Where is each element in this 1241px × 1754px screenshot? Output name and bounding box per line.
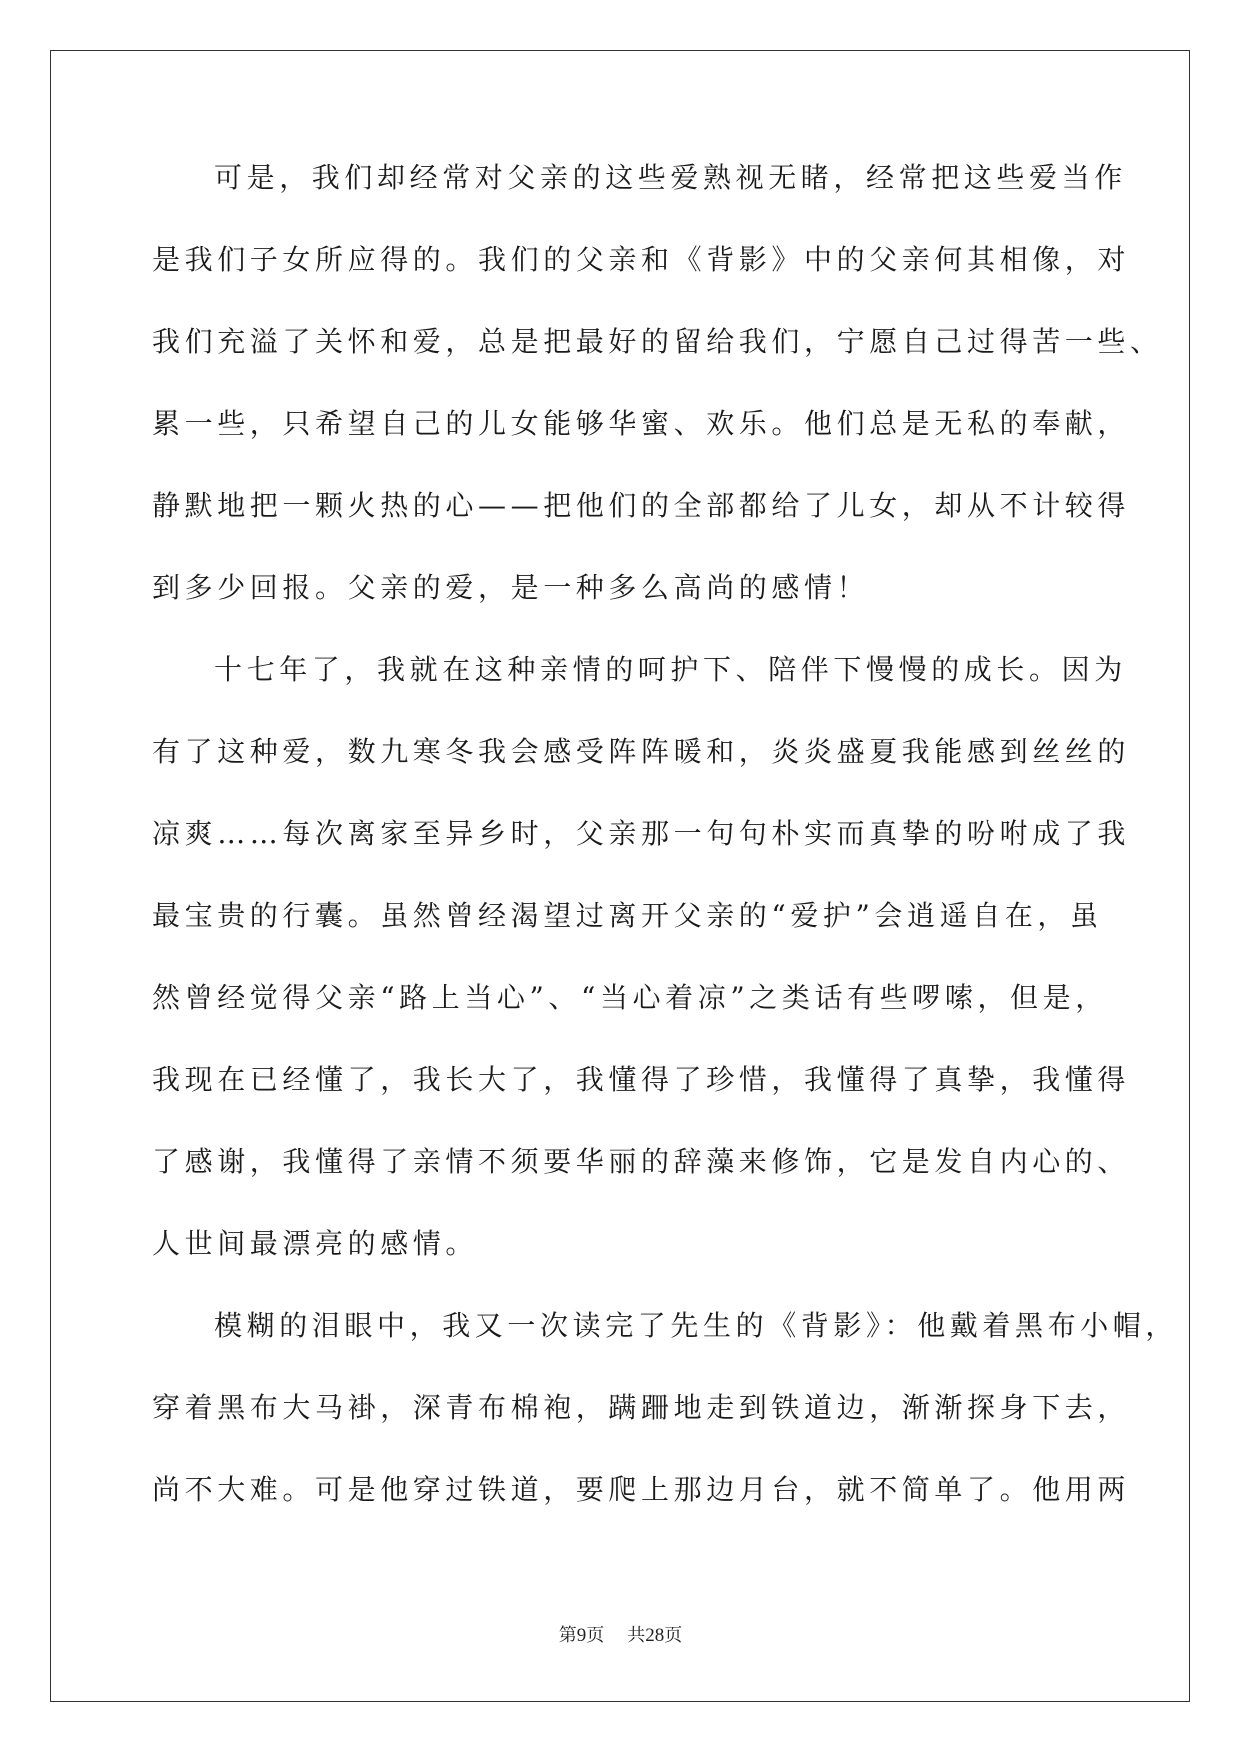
- text-line: 是我们子女所应得的。我们的父亲和《背影》中的父亲何其相像，对: [152, 243, 1131, 276]
- document-body: [152, 161, 1179, 1556]
- text-line: 了感谢，我懂得了亲情不须要华丽的辞藻来修饰，它是发自内心的、: [152, 1145, 1131, 1178]
- text-line: 累一些，只希望自己的儿女能够华蜜、欢乐。他们总是无私的奉献，: [152, 407, 1131, 440]
- page-prefix: 第: [558, 1625, 577, 1646]
- text-line: 然曾经觉得父亲“路上当心”、“当心着凉”之类话有些啰嗦，但是，: [152, 981, 1108, 1014]
- text-line: 到多少回报。父亲的爱，是一种多么高尚的感情！: [152, 571, 870, 604]
- text-line: 模糊的泪眼中，我又一次读完了先生的《背影》：他戴着黑布小帽，: [214, 1309, 1179, 1342]
- text-line: 凉爽……每次离家至异乡时，父亲那一句句朴实而真挚的吩咐成了我: [152, 817, 1131, 850]
- text-line: 尚不大难。可是他穿过铁道，要爬上那边月台，就不简单了。他用两: [152, 1473, 1131, 1506]
- total-prefix: 共: [627, 1625, 646, 1646]
- text-line: 我现在已经懂了，我长大了，我懂得了珍惜，我懂得了真挚，我懂得: [152, 1063, 1131, 1096]
- text-line: 最宝贵的行囊。虽然曾经渴望过离开父亲的“爱护”会逍遥自在，虽: [152, 899, 1103, 932]
- text-line: 我们充溢了关怀和爱，总是把最好的留给我们，宁愿自己过得苦一些、: [152, 325, 1163, 358]
- text-line: 十七年了，我就在这种亲情的呵护下、陪伴下慢慢的成长。因为: [214, 653, 1127, 686]
- total-pages: 28: [645, 1625, 665, 1646]
- page-suffix: 页: [586, 1625, 605, 1646]
- text-line: 可是，我们却经常对父亲的这些爱熟视无睹，经常把这些爱当作: [214, 161, 1127, 194]
- text-line: 人世间最漂亮的感情。: [152, 1227, 479, 1260]
- text-line: 有了这种爱，数九寒冬我会感受阵阵暖和，炎炎盛夏我能感到丝丝的: [152, 735, 1131, 768]
- page-number: 9: [576, 1625, 587, 1646]
- text-line: 静默地把一颗火热的心——把他们的全部都给了儿女，却从不计较得: [152, 489, 1131, 522]
- text-line: 穿着黑布大马褂，深青布棉袍，蹒跚地走到铁道边，渐渐探身下去，: [152, 1391, 1131, 1424]
- page-footer: [0, 1625, 1241, 1647]
- total-suffix: 页: [664, 1625, 683, 1646]
